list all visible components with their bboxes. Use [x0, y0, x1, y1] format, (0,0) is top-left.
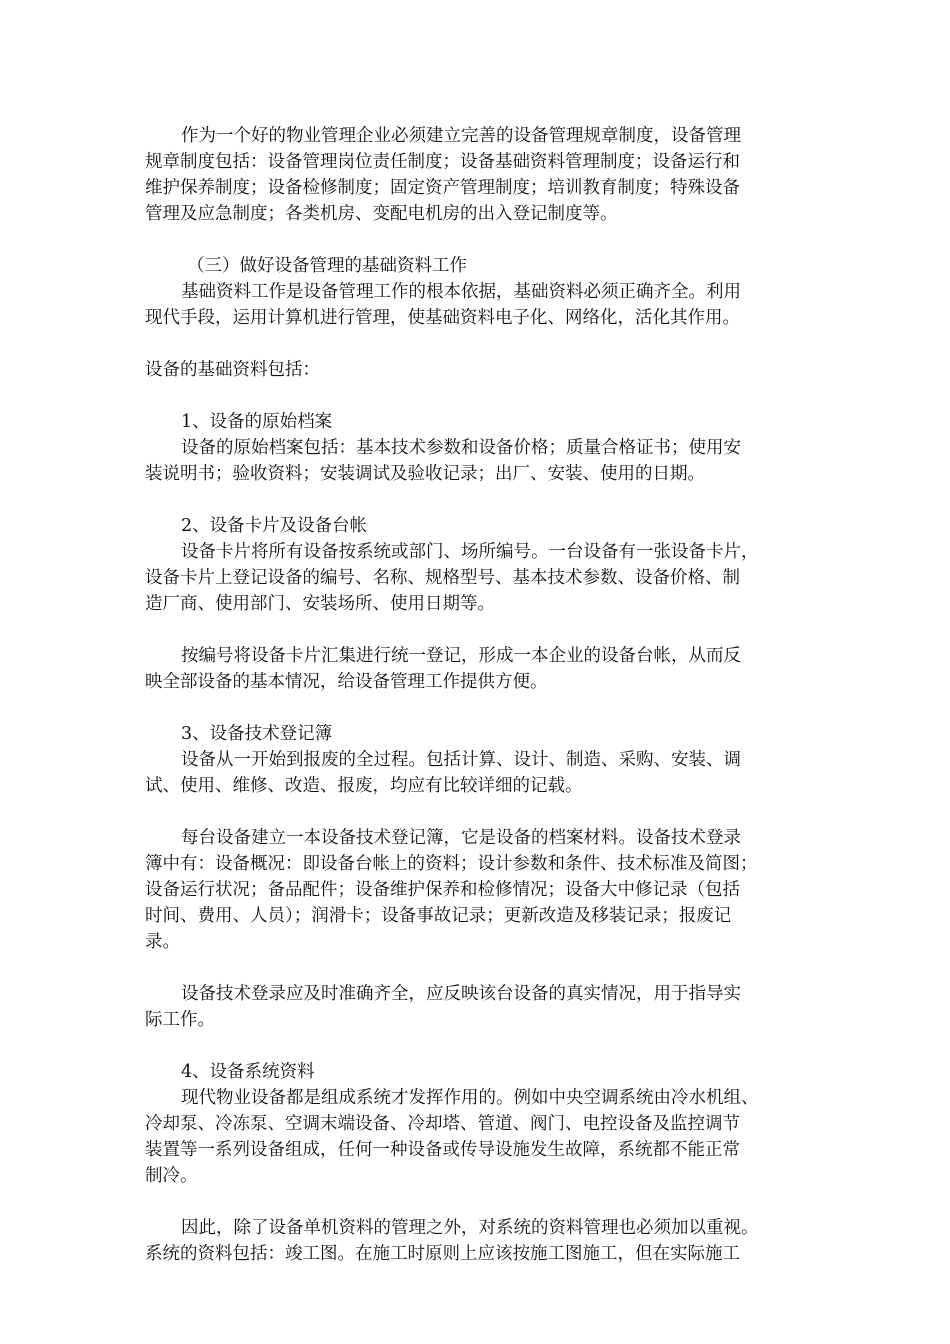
text-line: 映全部设备的基本情况，给设备管理工作提供方便。: [145, 672, 548, 692]
item-heading: 2、设备卡片及设备台帐: [181, 516, 368, 536]
text-line: 造厂商、使用部门、安装场所、使用日期等。: [145, 594, 495, 614]
text-line: 设备卡片将所有设备按系统或部门、场所编号。一台设备有一张设备卡片，: [181, 542, 759, 562]
text-line: 设备运行状况；备品配件；设备维护保养和检修情况；设备大中修记录（包括: [145, 880, 740, 900]
document-page: [145, 123, 825, 1267]
text-line: 装置等一系列设备组成，任何一种设备或传导设施发生故障，系统都不能正常: [145, 1140, 740, 1160]
paragraph-management-rules: [145, 123, 825, 227]
item-heading: 4、设备系统资料: [181, 1062, 315, 1082]
text-line: 设备的原始档案包括：基本技术参数和设备价格；质量合格证书；使用安: [181, 438, 741, 458]
paragraph-ledger: [145, 643, 825, 695]
text-line: 作为一个好的物业管理企业必须建立完善的设备管理规章制度，设备管理: [181, 126, 741, 146]
text-line: 录。: [145, 932, 180, 952]
text-line: 际工作。: [145, 1010, 215, 1030]
paragraph-register-contents: [145, 825, 825, 955]
text-line: 制冷。: [145, 1166, 198, 1186]
text-line: 规章制度包括：设备管理岗位责任制度；设备基础资料管理制度；设备运行和: [145, 152, 740, 172]
section-heading: （三）做好设备管理的基础资料工作: [187, 256, 467, 276]
paragraph-system-data-management: [145, 1215, 825, 1267]
item-heading: 1、设备的原始档案: [181, 412, 333, 432]
section-technical-register: [145, 721, 825, 799]
item-heading: 3、设备技术登记簿: [181, 724, 333, 744]
text-line: 簿中有：设备概况：即设备台帐上的资料；设计参数和条件、技术标准及简图；: [145, 854, 758, 874]
text-line: 时间、费用、人员）；润滑卡；设备事故记录；更新改造及移装记录；报废记: [145, 906, 732, 926]
text-line: 按编号将设备卡片汇集进行统一登记，形成一本企业的设备台帐，从而反: [181, 646, 741, 666]
text-line: 基础资料工作是设备管理工作的根本依据，基础资料必须正确齐全。利用: [181, 282, 741, 302]
section-basic-data-work: [145, 253, 825, 331]
text-line: 设备的基础资料包括：: [145, 360, 320, 380]
text-line: 维护保养制度；设备检修制度；固定资产管理制度；培训教育制度；特殊设备: [145, 178, 740, 198]
section-system-data: [145, 1059, 825, 1189]
section-equipment-cards: [145, 513, 825, 617]
text-line: 现代手段，运用计算机进行管理，使基础资料电子化、网络化，活化其作用。: [145, 308, 740, 328]
text-line: 设备从一开始到报废的全过程。包括计算、设计、制造、采购、安装、调: [181, 750, 741, 770]
text-line: 每台设备建立一本设备技术登记簿，它是设备的档案材料。设备技术登录: [181, 828, 741, 848]
section-original-archive: [145, 409, 825, 487]
text-line: 设备卡片上登记设备的编号、名称、规格型号、基本技术参数、设备价格、制: [145, 568, 740, 588]
paragraph-basic-data-includes: [145, 357, 825, 383]
text-line: 冷却泵、冷冻泵、空调末端设备、冷却塔、管道、阀门、电控设备及监控调节: [145, 1114, 740, 1134]
text-line: 装说明书；验收资料；安装调试及验收记录；出厂、安装、使用的日期。: [145, 464, 705, 484]
text-line: 系统的资料包括：竣工图。在施工时原则上应该按施工图施工，但在实际施工: [145, 1244, 740, 1264]
text-line: 现代物业设备都是组成系统才发挥作用的。例如中央空调系统由冷水机组、: [181, 1088, 759, 1108]
text-line: 设备技术登录应及时准确齐全，应反映该台设备的真实情况，用于指导实: [181, 984, 741, 1004]
text-line: 管理及应急制度；各类机房、变配电机房的出入登记制度等。: [145, 204, 618, 224]
text-line: 因此，除了设备单机资料的管理之外，对系统的资料管理也必须加以重视。: [181, 1218, 759, 1238]
text-line: 试、使用、维修、改造、报废，均应有比较详细的记载。: [145, 776, 583, 796]
paragraph-register-accuracy: [145, 981, 825, 1033]
